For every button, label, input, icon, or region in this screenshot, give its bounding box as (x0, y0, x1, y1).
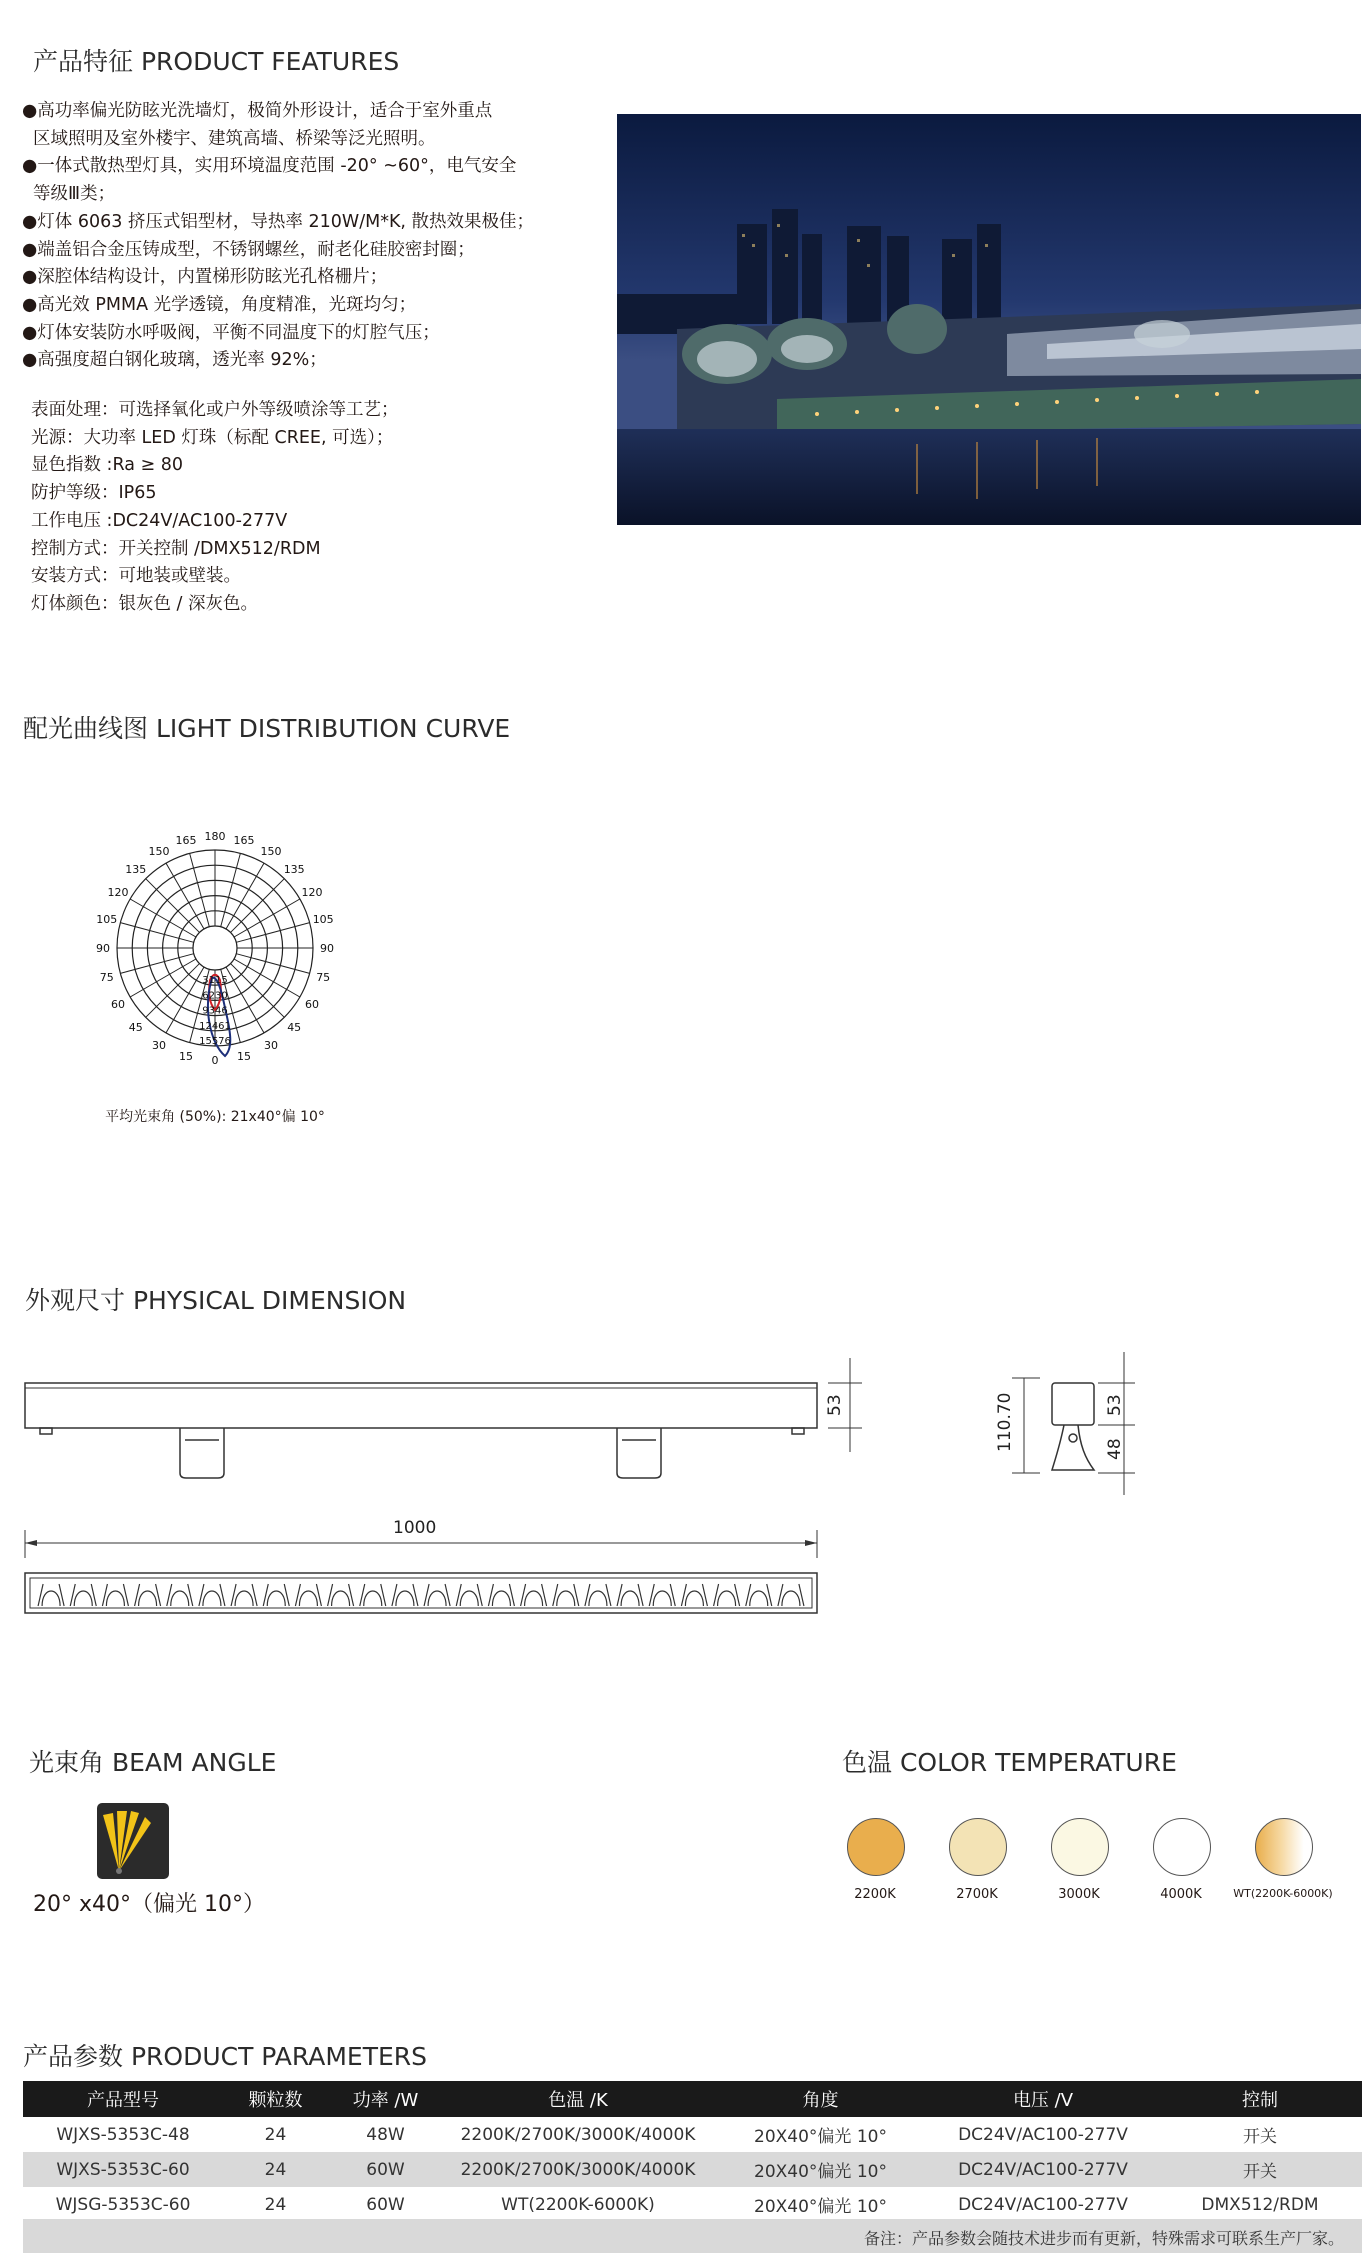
table-row (23, 2117, 1362, 2152)
lens-cell (521, 1584, 547, 1606)
end-height-label: 53 (1105, 1394, 1125, 1416)
feature-item: ●深腔体结构设计，内置梯形防眩光孔格栅片； (22, 267, 388, 288)
feature-item: ●一体式散热型灯具，实用环境温度范围 -20° ~60°，电气安全 (22, 156, 517, 177)
feature-item: ●端盖铝合金压铸成型，不锈钢螺丝，耐老化硅胶密封圈； (22, 239, 475, 260)
polar-spoke (120, 954, 193, 974)
cell-count: 24 (223, 2152, 328, 2187)
polar-angle-label: 90 (320, 942, 334, 955)
polar-spoke (190, 853, 210, 926)
header-count: 颗粒数 (223, 2081, 328, 2117)
lens-cell (488, 1584, 514, 1606)
spec-item: 工作电压 :DC24V/AC100-277V (31, 510, 288, 531)
polar-angle-label: 90 (96, 942, 110, 955)
features-list (22, 98, 602, 375)
polar-spoke (120, 923, 193, 943)
beam-caption: 20° x40°（偏光 10°） (33, 1892, 265, 1917)
polar-angle-label: 150 (148, 845, 170, 858)
polar-angle-label: 15 (237, 1050, 251, 1064)
lens-cell (263, 1584, 289, 1606)
cell-angle: 20X40°偏光 10° (713, 2152, 928, 2187)
note-bar (23, 2219, 1362, 2253)
polar-angle-label: 30 (264, 1039, 278, 1052)
polar-spoke (146, 964, 200, 1018)
header-power: 功率 /W (328, 2081, 443, 2117)
polar-angle-label: 165 (233, 833, 255, 847)
color-swatch (847, 1818, 905, 1876)
cell-power: 48W (366, 2124, 405, 2145)
polar-angle-label: 180 (204, 830, 226, 843)
color-swatch (1255, 1818, 1313, 1876)
lens-cell (392, 1584, 418, 1606)
polar-spoke (146, 879, 200, 933)
polar-spoke (231, 964, 285, 1018)
color-swatch (1153, 1818, 1211, 1876)
lens-cell (328, 1584, 354, 1606)
spec-item: 光源：大功率 LED 灯珠（标配 CREE, 可选）； (31, 427, 394, 448)
feature-item: ●灯体安装防水呼吸阀，平衡不同温度下的灯腔气压； (22, 322, 440, 343)
cell-angle: 20X40°偏光 10° (754, 2127, 887, 2147)
cell-count: 24 (264, 2124, 287, 2145)
fixture-body-front (25, 1573, 817, 1613)
header-control: 控制 (1158, 2081, 1362, 2117)
beam-angle-icon (97, 1803, 169, 1879)
polar-angle-label: 45 (128, 1021, 143, 1035)
color-swatch-label: 3000K (1058, 1887, 1100, 1902)
polar-spoke (231, 879, 285, 933)
bracket-right (617, 1428, 661, 1478)
beam-title: 光束角 BEAM ANGLE (29, 1748, 277, 1777)
color-swatch (949, 1818, 1007, 1876)
polar-angle-label: 150 (260, 845, 282, 858)
lens-cell (360, 1584, 386, 1606)
color-temp-title: 色温 COLOR TEMPERATURE (842, 1748, 1177, 1777)
polar-angle-label: 135 (283, 862, 305, 876)
total-height-label: 110.70 (995, 1392, 1015, 1452)
polar-angle-label: 105 (96, 913, 118, 926)
cell-control: 开关 (1243, 2127, 1277, 2147)
table-row (23, 2187, 1362, 2222)
polar-diagram (60, 796, 370, 1096)
cell-control: 开关 (1158, 2152, 1362, 2187)
lens-cell (70, 1584, 96, 1606)
spec-item: 控制方式：开关控制 /DMX512/RDM (31, 538, 321, 559)
feature-item: ●灯体 6063 挤压式铝型材，导热率 210W/M*K, 散热效果极佳； (22, 211, 535, 232)
lens-cell (102, 1584, 128, 1606)
feature-item: ●高光效 PMMA 光学透镜，角度精准，光斑均匀； (22, 294, 417, 315)
feature-item: 等级Ⅲ类； (33, 184, 116, 205)
color-swatch-label: 2200K (854, 1887, 896, 1902)
table-row (23, 2152, 1362, 2187)
lens-cell (585, 1584, 611, 1606)
features-title: 产品特征 PRODUCT FEATURES (33, 47, 400, 76)
feature-item: ●高强度超白钢化玻璃，透光率 92%； (22, 350, 327, 371)
polar-radial-label: 6230 (202, 990, 228, 1002)
spec-item: 显色指数 :Ra ≥ 80 (31, 455, 184, 476)
spec-item: 安装方式：可地装或壁装。 (31, 566, 241, 587)
dimension-drawing (0, 1340, 1362, 1640)
polar-angle-label: 105 (312, 913, 334, 926)
lens-cell (167, 1584, 193, 1606)
polar-angle-label: 75 (99, 971, 114, 984)
cell-count: 24 (264, 2194, 287, 2215)
dimension-title: 外观尺寸 PHYSICAL DIMENSION (25, 1286, 407, 1315)
header-angle: 角度 (713, 2081, 928, 2117)
night-scene-photo (617, 114, 1361, 525)
lens-cell (617, 1584, 643, 1606)
polar-radial-label: 15576 (199, 1036, 231, 1047)
table-header-row (23, 2081, 1362, 2117)
lens-cell (295, 1584, 321, 1606)
polar-ring (193, 926, 237, 970)
polar-caption: 平均光束角 (50%): 21x40°偏 10° (105, 1109, 325, 1125)
polar-angle-label: 60 (111, 998, 125, 1011)
cell-cct: 2200K/2700K/3000K/4000K (443, 2152, 713, 2187)
cell-cct: WT(2200K-6000K) (501, 2194, 655, 2215)
polar-angle-label: 75 (316, 971, 331, 984)
note-text: 备注：产品参数会随技术进步而有更新，特殊需求可联系生产厂家。 (863, 2229, 1344, 2248)
distribution-title: 配光曲线图 LIGHT DISTRIBUTION CURVE (23, 714, 511, 743)
cell-power: 60W (328, 2152, 443, 2187)
lens-cell (714, 1584, 740, 1606)
color-swatch-label: WT(2200K-6000K) (1233, 1887, 1333, 1900)
polar-radial-label: 3115 (202, 975, 228, 987)
color-swatch-label: 2700K (956, 1887, 998, 1902)
polar-spoke (221, 853, 241, 926)
specs-list (31, 397, 399, 619)
polar-angle-label: 15 (179, 1050, 193, 1064)
lens-cell (649, 1584, 675, 1606)
cell-power: 60W (366, 2194, 405, 2215)
polar-angle-label: 135 (125, 862, 147, 876)
cell-voltage: DC24V/AC100-277V (958, 2124, 1128, 2145)
header-cct: 色温 /K (443, 2081, 713, 2117)
fixture-end-view (1052, 1383, 1094, 1425)
cell-model: WJXS-5353C-60 (23, 2152, 223, 2187)
cell-control: DMX512/RDM (1201, 2194, 1319, 2215)
cell-cct: 2200K/2700K/3000K/4000K (460, 2124, 696, 2145)
length-label: 1000 (393, 1518, 437, 1538)
cell-voltage: DC24V/AC100-277V (958, 2194, 1128, 2215)
polar-spoke (236, 923, 309, 943)
lens-cell (424, 1584, 450, 1606)
polar-radial-label: 12461 (199, 1020, 231, 1032)
cell-model: WJSG-5353C-60 (55, 2194, 191, 2215)
lens-cell (199, 1584, 225, 1606)
header-voltage: 电压 /V (928, 2081, 1158, 2117)
bracket-label: 48 (1105, 1438, 1125, 1460)
spec-item: 灯体颜色：银灰色 / 深灰色。 (31, 593, 259, 614)
cell-model: WJXS-5353C-48 (56, 2124, 190, 2145)
polar-angle-label: 165 (175, 833, 197, 847)
lens-cell (456, 1584, 482, 1606)
lens-cell (38, 1584, 64, 1606)
polar-angle-label: 30 (152, 1039, 166, 1052)
polar-radial-label: 9346 (202, 1005, 228, 1017)
lens-cell (681, 1584, 707, 1606)
polar-spoke (236, 954, 309, 974)
lens-cell (778, 1584, 804, 1606)
header-model: 产品型号 (23, 2081, 223, 2117)
feature-item: ●高功率偏光防眩光洗墙灯，极简外形设计，适合于室外重点 (22, 101, 493, 121)
lens-cell (746, 1584, 772, 1606)
height-label: 53 (825, 1394, 845, 1416)
color-swatch-label: 4000K (1160, 1887, 1202, 1902)
lens-cell (135, 1584, 161, 1606)
bracket-left (180, 1428, 224, 1478)
spec-item: 表面处理：可选择氧化或户外等级喷涂等工艺； (31, 400, 399, 420)
feature-item: 区域照明及室外楼宇、建筑高墙、桥梁等泛光照明。 (33, 128, 436, 149)
parameters-table (23, 2081, 1362, 2222)
fixture-body-side (25, 1383, 817, 1428)
lens-cell (231, 1584, 257, 1606)
polar-angle-label: 45 (287, 1021, 302, 1035)
polar-angle-label: 0 (211, 1054, 219, 1067)
color-swatch (1051, 1818, 1109, 1876)
cell-voltage: DC24V/AC100-277V (928, 2152, 1158, 2187)
lens-cell (553, 1584, 579, 1606)
polar-angle-label: 60 (305, 998, 319, 1011)
polar-angle-label: 120 (301, 886, 323, 899)
cell-angle: 20X40°偏光 10° (754, 2197, 887, 2217)
spec-item: 防护等级：IP65 (31, 483, 157, 504)
polar-angle-label: 120 (107, 886, 129, 899)
parameters-title: 产品参数 PRODUCT PARAMETERS (23, 2042, 428, 2071)
